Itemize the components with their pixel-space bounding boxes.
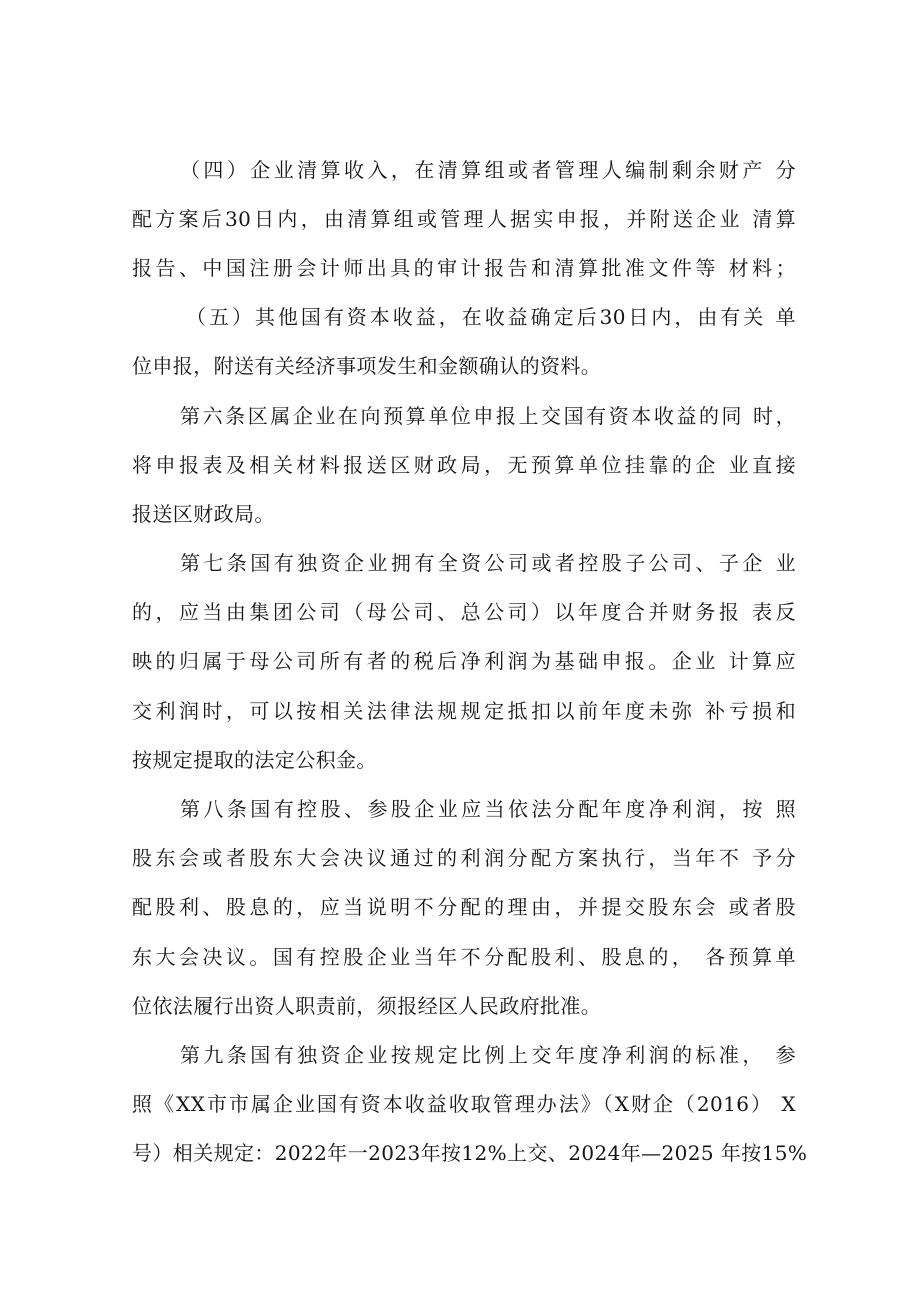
paragraph-line: 第六条区属企业在向预算单位申报上交国有资本收益的同 时， <box>180 404 796 428</box>
paragraph-line: 的，应当由集团公司（母公司、总公司）以年度合并财务报 表反 <box>132 600 796 624</box>
paragraph-line: 东大会决议。国有控股企业当年不分配股利、股息的， 各预算单 <box>132 945 796 969</box>
paragraph-line: 报送区财政局。 <box>132 502 275 526</box>
paragraph-line: （五）其他国有资本收益，在收益确定后30日内，由有关 单 <box>186 305 796 329</box>
paragraph-line: 股东会或者股东大会决议通过的利润分配方案执行，当年不 予分 <box>132 846 796 870</box>
paragraph-line: 第九条国有独资企业按规定比例上交年度净利润的标准， 参 <box>180 1043 796 1067</box>
paragraph-line: 将申报表及相关材料报送区财政局，无预算单位挂靠的企 业直接 <box>132 453 796 477</box>
paragraph-line: 配股利、股息的，应当说明不分配的理由，并提交股东会 或者股 <box>132 895 796 919</box>
paragraph-line: 第七条国有独资企业拥有全资公司或者控股子公司、子企 业 <box>180 551 796 575</box>
paragraph-line: 报告、中国注册会计师出具的审计报告和清算批准文件等 材料； <box>132 256 796 280</box>
paragraph-line: 按规定提取的法定公积金。 <box>132 748 377 772</box>
paragraph-line: 位依法履行出资人职责前，须报经区人民政府批准。 <box>132 994 602 1018</box>
paragraph-line: （四）企业清算收入，在清算组或者管理人编制剩余财产 分 <box>180 158 796 182</box>
paragraph-line: 交利润时，可以按相关法律法规规定抵扣以前年度未弥 补亏损和 <box>132 699 796 723</box>
paragraph-line: 配方案后30日内，由清算组或管理人据实申报，并附送企业 清算 <box>132 207 796 231</box>
paragraph-line: 位申报，附送有关经济事项发生和金额确认的资料。 <box>132 354 602 378</box>
paragraph-line: 号）相关规定：2022年一2023年按12%上交、2024年—2025 年按15% <box>132 1141 808 1165</box>
paragraph-line: 照《XX市市属企业国有资本收益收取管理办法》（X财企（2016） X <box>132 1092 796 1116</box>
paragraph-line: 映的归属于母公司所有者的税后净利润为基础申报。企业 计算应 <box>132 649 796 673</box>
paragraph-line: 第八条国有控股、参股企业应当依法分配年度净利润，按 照 <box>180 797 796 821</box>
